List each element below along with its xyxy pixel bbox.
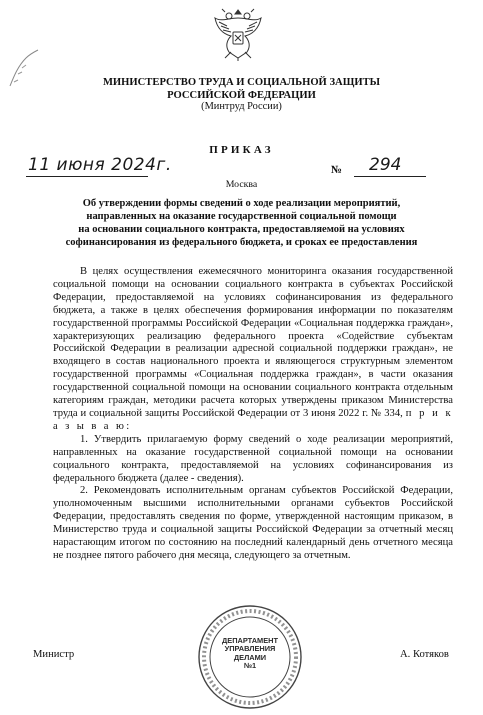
preamble-text: В целях осуществления ежемесячного мониторинга оказания государственной социальной помощи на основании социального контракта в субъектах Российской Федерации, предоставляемой на условиях софинансирования из федерального бюджета, а также в целях обеспечения формирования информации по показателям государственной программы Российской Федерации «Социальная поддержка граждан», характеризующих реализацию федерального проекта «Содействие субъектам Российской Федерации в реализации адресной социальной поддержки граждан», не входящего в состав национального проекта и являющегося структурным элементом государственной программы «Социальная поддержка граждан», в части оказания государственной социальной помощи на основании социального контракта отдельным категориям граждан, методики расчета которых утверждены приказом Министерства труда и социальной защиты Российской Федерации от 3 июня 2022 г. № 334, (53, 266, 453, 419)
order-title: ПРИКАЗ (209, 144, 274, 156)
stamp-line: №1 (243, 661, 257, 671)
heading-line: направленных на оказание государственной социальной помощи (86, 211, 397, 223)
order-date: 11 июня 2024г. (28, 155, 172, 175)
heading-line: на основании социального контракта, предоставляемой на условиях (78, 224, 405, 236)
ministry-name-line1: МИНИСТЕРСТВО ТРУДА И СОЦИАЛЬНОЙ ЗАЩИТЫ (102, 77, 381, 88)
order-heading (40, 197, 443, 249)
order-body (53, 266, 453, 563)
item-1-paragraph: 1. Утвердить прилагаемую форму сведений о ходе реализации мероприятий, направленных на оказание государственной социальной помощи на основании социального контракта, предоставляемой на условиях софинансирования из федерального бюджета (далее - сведения). (53, 433, 453, 484)
stamp-text (196, 637, 304, 671)
order-city: Москва (225, 179, 258, 190)
heading-line: Об утверждении формы сведений о ходе реализации мероприятий, (82, 198, 401, 209)
item-2-paragraph: 2. Рекомендовать исполнительным органам субъектов Российской Федерации, уполномоченным высшими исполнительными органами субъектов Российской Федерации, предоставлять сведения по форме, утвержденной настоящим приказом, в Министерство труда и социальной защиты Российской Федерации за отчетный месяц нарастающим итогом по состоянию на последний календарный день отчетного месяца не позднее пятого рабочего дня месяца, следующего за отчетным. (53, 485, 453, 561)
ministry-abbreviation: (Минтруд России) (201, 101, 282, 112)
order-number: 294 (369, 155, 402, 175)
stamp-line: ДЕПАРТАМЕНТ (222, 636, 278, 645)
order-word: п р и к а з ы в а ю: (53, 407, 454, 432)
signatory-position: Министр (33, 649, 75, 660)
ministry-name-line2: РОССИЙСКОЙ ФЕДЕРАЦИИ (167, 90, 316, 101)
number-underline (354, 176, 426, 177)
number-sign: № (331, 164, 343, 176)
double-headed-eagle-emblem-icon (211, 4, 265, 62)
preamble-paragraph (53, 266, 453, 434)
stamp-line: ДЕЛАМИ (233, 652, 267, 662)
date-underline (26, 176, 148, 177)
stamp-line: УПРАВЛЕНИЯ (224, 644, 276, 654)
heading-line: софинансирования из федерального бюджета, и сроках ее предоставления (65, 237, 418, 249)
signatory-name: А. Котяков (400, 649, 449, 660)
